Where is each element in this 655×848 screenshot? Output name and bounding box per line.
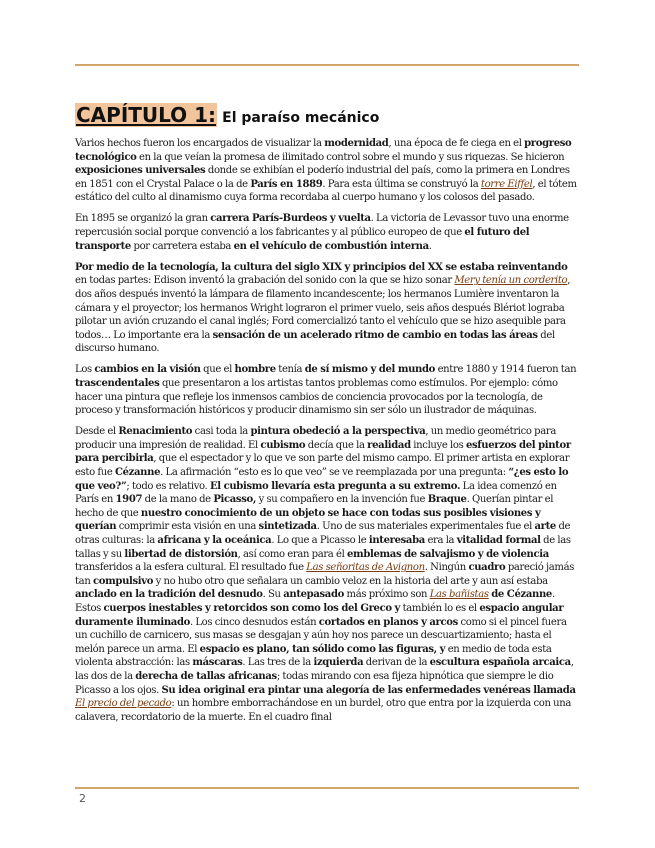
- bold-text: anclado en la tradición del desnudo: [75, 589, 263, 601]
- bold-text: nuestro conocimiento de un objeto se hace con todas sus posibles visiones y querían: [75, 507, 541, 533]
- bold-text: Cézanne: [114, 467, 161, 479]
- bold-text: de sí mismo y del mundo: [304, 364, 436, 376]
- bold-text: africana y la oceánica: [157, 535, 272, 547]
- text-run: . La afirmación “esto es lo que veo” se ve reemplazada por una pregunta:: [160, 467, 509, 479]
- text-run: . Estos: [75, 589, 555, 614]
- bold-text: Picasso,: [213, 494, 257, 506]
- bold-text: Por medio de la tecnología, la cultura del siglo XIX y principios del XX se estaba reinventando: [75, 261, 568, 273]
- bold-text: exposiciones universales: [75, 165, 206, 177]
- text-run: , un medio geométrico para producir una impresión de realidad. El: [75, 426, 556, 451]
- text-run: incluye los: [410, 439, 466, 451]
- bold-text: interesaba: [368, 535, 425, 547]
- bold-text: París en 1889: [250, 178, 323, 190]
- text-run: ; todo es relativo.: [126, 480, 210, 492]
- footer-rule: [75, 787, 579, 789]
- bold-text: arte: [534, 521, 556, 533]
- text-run: entre 1880 y 1914 fueron tan: [435, 364, 577, 376]
- bold-text: Su idea original era pintar una alegoría de las enfermedades venéreas llamada: [161, 684, 576, 696]
- text-run: de otras culturas: la: [75, 521, 571, 547]
- text-run: , una época de fe ciega en el: [388, 138, 525, 149]
- bold-text: hombre: [234, 364, 276, 376]
- text-run: . Para esta última se construyó la: [322, 178, 481, 190]
- bold-text: libertad de distorsión: [124, 548, 238, 560]
- text-run: , el tótem estático del culto al dinamismo cuya forma recordaba al cuerpo humano y los colosos del pasado.: [75, 178, 577, 204]
- bold-text: cuadro: [468, 562, 506, 574]
- paragraph: [75, 212, 579, 253]
- text-run: . Querían pintar el hecho de que: [75, 494, 554, 519]
- bold-text: modernidad: [324, 138, 389, 149]
- text-run: en la que veían la promesa de ilimitado control sobre el mundo y sus riquezas. Se hicieron: [136, 151, 565, 163]
- chapter-number: CAPÍTULO 1:: [76, 103, 217, 127]
- text-run: . Uno de sus materiales experimentales fue el: [316, 521, 535, 533]
- text-run: comprimir esta visión en una: [116, 521, 259, 533]
- text-run: que el: [200, 364, 235, 376]
- text-run: ; todas mirando con esa fijeza hipnótica que siempre le dio Picasso a los ojos.: [75, 670, 554, 696]
- chapter-heading: [75, 103, 379, 127]
- bold-text: en el vehículo de combustión interna: [233, 240, 429, 252]
- paragraph: [75, 363, 579, 417]
- text-run: de la mano de: [142, 494, 214, 506]
- text-run: tenía: [275, 364, 305, 376]
- text-run: . Ningún: [424, 562, 469, 574]
- bold-text: escultura española arcaica: [429, 657, 571, 669]
- text-run: era la: [424, 535, 457, 547]
- text-run: donde se exhibían el poderío industrial del país, como la primera en Londres en 1851 con el Crystal Palace o la de: [75, 165, 570, 190]
- text-run: , así como eran para él: [237, 548, 347, 560]
- text-run: en todas partes: Edison inventó la grabación del sonido con la que se hizo sonar: [75, 275, 455, 287]
- text-run: como si el pincel fuera un cuchillo de carnicero, sus masas se desgajan y aún hoy nos parece un descuartizamiento; hasta el melón parece un arma. El: [75, 616, 567, 655]
- bold-text: Braque: [427, 494, 467, 506]
- text-run: . Lo que a Picasso le: [271, 535, 369, 547]
- text-run: transferidos a la esfera cultural. El resultado fue: [75, 562, 307, 574]
- artwork-link[interactable]: torre Eiffel: [480, 178, 533, 190]
- bold-text: izquierda: [313, 657, 364, 669]
- text-run: , las dos de la: [75, 657, 574, 682]
- text-run: y no hubo otro que señalara un cambio veloz en la historia del arte y aun así estaba: [153, 575, 548, 587]
- bold-text: espacio angular duramente iluminado: [75, 603, 564, 628]
- text-run: que presentaron a los artistas tantos problemas como estímulos. Por ejemplo: cómo hacer una pintura que refleje los inmensos cambios de conciencia provocados por la tecnología, de proceso y transformación históricos y producir dinamismo sin ser sólo un ilustrador de máquinas.: [75, 378, 558, 417]
- text-run: también lo es el: [400, 603, 480, 614]
- header-rule: [75, 64, 579, 66]
- text-run: . Las tres de la: [242, 657, 314, 669]
- bold-text: derecha de tallas africanas: [135, 670, 277, 682]
- text-run: La idea comenzó en París en: [75, 480, 557, 506]
- bold-text: progreso tecnológico: [75, 138, 572, 163]
- bold-text: antepasado: [283, 589, 344, 601]
- paragraph: [75, 261, 579, 356]
- text-run: . Los cinco desnudos están: [189, 616, 319, 628]
- artwork-link[interactable]: Mery tenía un corderito: [454, 275, 568, 287]
- text-run: y su compañero en la invención fue: [256, 494, 428, 506]
- bold-text: esfuerzos del pintor para percibirla: [75, 439, 571, 465]
- artwork-link[interactable]: Las señoritas de Avignon: [306, 562, 425, 574]
- bold-text: realidad: [367, 439, 411, 451]
- text-run: . Su: [262, 589, 284, 601]
- text-run: . La victoria de Levassor tuvo una enorme repercusión social porque convenció a los fabricantes y al público europeo de que: [75, 213, 569, 239]
- bold-text: El cubismo llevaría esta pregunta a su extremo.: [209, 480, 461, 492]
- bold-text: el futuro del transporte: [75, 227, 530, 252]
- artwork-link[interactable]: El precio del pecado: [75, 698, 172, 710]
- text-run: Varios hechos fueron los encargados de visualizar la: [75, 138, 325, 149]
- text-run: por carretera estaba: [130, 240, 234, 252]
- bold-text: “¿es esto lo que veo?”: [75, 467, 569, 492]
- bold-text: sensación de un acelerado ritmo de cambio en todas las áreas: [212, 329, 538, 341]
- text-run: .: [428, 240, 432, 252]
- paragraph: [75, 425, 579, 724]
- document-body: [75, 137, 579, 732]
- text-run: En 1895 se organizó la gran: [75, 213, 211, 225]
- bold-text: emblemas de salvajismo y de violencia: [347, 548, 549, 560]
- bold-text: Renacimiento: [118, 426, 193, 438]
- bold-text: cortados en planos y arcos: [318, 616, 458, 628]
- text-run: de las tallas y su: [75, 535, 571, 560]
- text-run: Los: [75, 364, 95, 376]
- text-run: Desde el: [75, 426, 119, 438]
- bold-text: vitalidad formal: [456, 535, 541, 547]
- text-run: , dos años después inventó la lámpara de filamento incandescente; los hermanos Lumière inventaron la cámara y el proyector; los hermanos Wright lograron el primer vuelo, seis años después Blériot lograba pilotar un avión cruzando el canal inglés; Ford comercializó tanto el vehículo que se hizo asequible para todos… Lo importante era la: [75, 275, 571, 341]
- bold-text: de Cézanne: [491, 589, 552, 601]
- bold-text: compulsivo: [93, 575, 154, 587]
- bold-text: cambios en la visión: [94, 364, 201, 376]
- bold-text: trascendentales: [75, 378, 160, 389]
- text-run: en medio de toda esta violenta abstracción: las: [75, 643, 552, 669]
- text-run: pareció jamás tan: [75, 562, 575, 587]
- chapter-title: El paraíso mecánico: [222, 110, 380, 126]
- artwork-link[interactable]: Las bañistas: [429, 589, 489, 601]
- text-run: más próximo son: [344, 589, 430, 601]
- bold-text: 1907: [115, 494, 143, 506]
- bold-text: cubismo: [260, 439, 306, 451]
- text-run: del discurso humano.: [75, 329, 555, 355]
- bold-text: carrera París-Burdeos y vuelta: [210, 213, 371, 225]
- text-run: , que el espectador y lo que ve son parte del mismo campo. El primer artista en explorar esto fue: [75, 453, 570, 479]
- bold-text: espacio es plano, tan sólido como las figuras, y: [199, 643, 446, 655]
- bold-text: sintetizada: [258, 521, 317, 533]
- text-run: casi toda la: [192, 426, 251, 438]
- page-number: 2: [79, 792, 86, 805]
- bold-text: máscaras: [192, 657, 243, 669]
- bold-text: cuerpos inestables y retorcidos son como los del Greco y: [103, 603, 401, 614]
- text-run: : un hombre emborrachándose en un burdel, otro que entra por la izquierda con una calavera, recordatorio de la muerte. En el cuadro final: [75, 698, 572, 723]
- text-run: decía que la: [305, 439, 368, 451]
- bold-text: pintura obedeció a la perspectiva: [250, 426, 426, 438]
- paragraph: [75, 137, 579, 205]
- text-run: derivan de la: [363, 657, 430, 669]
